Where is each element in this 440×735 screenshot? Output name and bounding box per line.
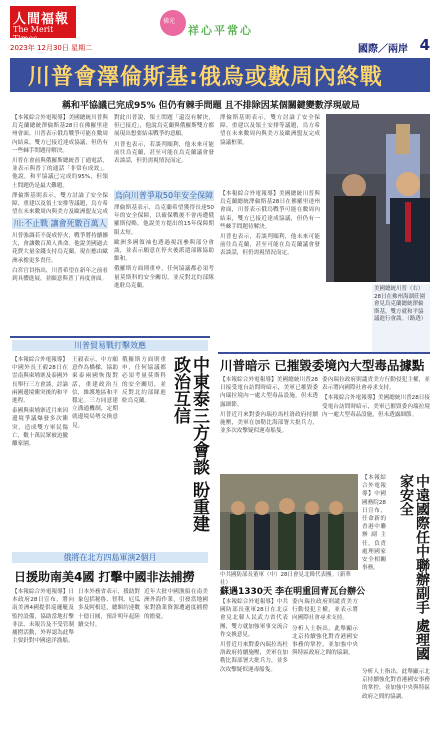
main-headline[interactable]: 川普會澤倫斯基:俄烏或數周內終戰 xyxy=(28,65,383,90)
paragraph: 泰國與柬埔寨近月來因邊境爭議爆發多次衝突，造成雙方軍民傷亡，數十萬民眾被迫撤離家園。 xyxy=(12,408,68,448)
paragraph: 分析人士指出，此舉顯示北京持續強化對香港國安事務的掌控，並加強中央與特區政府之間的協調。 xyxy=(292,625,358,657)
paragraph: 【本報綜合外電報導】美國總統川普28日接受電台訪問時暗示，美軍已摧毀委內瑞拉境內一處大型毒品設施，但未透露細節。 xyxy=(322,395,430,418)
paragraph: 歐洲多國領袖也透過視訊參與部分會談，並表示願意在停火後派遣部隊協助維和。 xyxy=(114,239,214,263)
trade-article-column-2 xyxy=(72,356,118,548)
photo-trump-zelensky-image xyxy=(326,114,430,282)
paragraph: 委內瑞拉政府則譴責美方行動侵犯主權，並表示將向國際社會尋求支持。 xyxy=(322,377,430,392)
paragraph: 澤倫斯基則表示，雙方討論了安全保障、重建以及領土安排等議題，烏方希望在未來數周內與美方及歐洲盟友完成 xyxy=(12,192,108,216)
rescue-article-column-2 xyxy=(292,598,358,728)
japan-article-column-3 xyxy=(144,588,208,728)
paragraph: 【本報綜合外電報導】美國總統川普28日接受電台訪問時暗示，美軍已摧毀委內瑞拉境內一處大型毒品設施，但未透露細節。 xyxy=(220,377,318,408)
photo-trump-zelensky-caption: 美國總統川普（右）28日在佛州海湖莊園會見烏克蘭總統澤倫斯基，雙方就和平協議進行會談。（路透） xyxy=(372,284,430,352)
lead-article-column-3 xyxy=(220,114,320,188)
logo-chinese: 人間福報 xyxy=(13,12,70,27)
slogan-text: 祥心平常心 xyxy=(188,24,253,37)
main-headline-bar xyxy=(10,58,430,92)
drug-article-column-2 xyxy=(322,376,430,470)
paragraph: 俄羅斯方面則重申，任何協議都必須考量莫斯科的安全關切，並反對北約部隊進駐烏克蘭。 xyxy=(122,357,166,405)
trade-article-column-1 xyxy=(12,356,68,548)
hongkong-headline-vertical[interactable]: 中遠國際任中聯辦副手 處理國家安全 xyxy=(398,474,430,661)
rescue-article-column-1 xyxy=(220,598,288,728)
paragraph: 川普近月來對委內瑞拉馬杜洛政府持續施壓，美軍在加勒比海部署大批兵力，並多次攻擊疑似運毒船隻。 xyxy=(220,642,288,673)
paragraph: 川普也表示，若談判順利，他未來可能前往烏克蘭，甚至可能在烏克蘭議會發表談話，但仍需視情況而定。 xyxy=(114,141,214,165)
subsection-security-text-cont xyxy=(220,190,320,332)
paragraph: 王毅表示，中方願意作為橋樑，協助柬泰兩國恢復對話，重建政治互信，維護地區和平穩定。三方同意建立溝通機制，定期就邊境局勢交換意見。 xyxy=(72,357,118,429)
trump-drug-headline[interactable]: 川普暗示 已摧毀委境內大型毒品據點 xyxy=(220,358,425,373)
photo-military-meeting-caption: 中共國防部長董軍（中）28日會見北韓代表團。（新華社） xyxy=(220,572,351,586)
paragraph: 日本外務省表示，援助對象包括秘魯、智利、厄瓜多及阿根廷，總額約達數十億日圓，預計明年起陸續交付。 xyxy=(78,589,140,628)
japan-article-column-2 xyxy=(78,588,140,728)
divider-rule xyxy=(218,352,430,354)
paragraph: 澤倫斯基表示，烏克蘭希望獲得長達50年的安全保障，以確保戰後不會再遭俄羅斯侵略。他說美方提出的15年保障期限太短。 xyxy=(114,205,214,236)
subsection-head-trade: 川普貿易戰打擊效應 xyxy=(12,340,208,351)
paragraph: 澤倫斯基則表示，雙方討論了安全保障、重建以及領土安排等議題，烏方希望在未來數周內與美方及歐洲盟友完成協議框架。 xyxy=(220,115,320,146)
subsection-stop-war-text xyxy=(12,232,108,332)
photo-military-meeting[interactable] xyxy=(220,474,358,570)
drug-article-column-1 xyxy=(220,376,318,470)
masthead xyxy=(10,4,430,54)
paragraph: 【本報綜合外電報導】美國總統川普與烏克蘭總統澤倫斯基28日在佛羅里達州會面，川普表示俄烏戰爭可能在數周內結束，雙方已接近達成協議，但仍有一些棘手問題待解決。 xyxy=(220,191,320,230)
paragraph: 【本報綜合外電報導】中國國務院28日宣布，任命新的香港中聯辦副主任，負責處理國家安全相關事務。 xyxy=(362,475,386,572)
photo-trump-zelensky[interactable] xyxy=(326,114,430,282)
subsection-head-security: 烏向川普爭取50年安全保障 xyxy=(114,191,214,200)
paragraph: 近年大批中國漁船在南美洲外海作業，引發當地國家對漁業資源遭過度捕撈的擔憂。 xyxy=(144,589,208,620)
hongkong-article-column-2 xyxy=(362,668,430,728)
lead-article-column-1 xyxy=(12,114,108,216)
subsection-security-text xyxy=(114,204,214,332)
feature-headline-vertical[interactable]: 中東泰三方會談 盼重建政治互信 xyxy=(170,356,209,532)
paragraph: 白宮官員指出，川普希望在新年之前看到具體進展，並願意與普丁再度會面。 xyxy=(12,267,108,283)
lead-article-column-2 xyxy=(114,114,214,188)
slogan-badge xyxy=(160,10,290,44)
rescue-headline[interactable]: 蘇遇1330天 李在明重回青瓦台辦公 xyxy=(220,587,366,597)
paragraph: 委內瑞拉政府則譴責美方行動侵犯主權，並表示將向國際社會尋求支持。 xyxy=(292,599,358,622)
paragraph: 【本報綜合外電報導】中共國防部長董軍28日在北京會見北韓人民武力省代表團，雙方就加強軍事交流合作交換意見。 xyxy=(220,599,288,638)
paragraph: 【本報綜合外電報導】美國總統川普與烏克蘭總統澤倫斯基28日在佛羅里達州會面，川普表示俄烏戰爭可能在數周內結束，雙方已接近達成協議，但仍有一些棘手問題待解決。 xyxy=(12,115,108,154)
issue-date: 2023年 12月30日 星期二 xyxy=(10,44,93,52)
paragraph: 川普在會前與俄羅斯總統普丁通電話，並表示與普丁的通話「非常有成效」。他說，和平協議已完成約95%，但領土問題仍是最大難題。 xyxy=(12,158,108,189)
trade-article-column-3 xyxy=(122,356,166,548)
paragraph: 【本報綜合外電報導】日本政府28日宣布，將向南美洲4國提供巡邏艇及監控設備，協助當地打擊非法、未報告及不受管制捕撈活動，外界認為此舉主要針對中國遠洋漁船。 xyxy=(12,589,74,645)
japan-article-column-1 xyxy=(12,588,74,728)
slogan-badge-icon: 佛光 xyxy=(160,10,186,36)
paragraph: 川普也表示，若談判順利，他未來可能前往烏克蘭，甚至可能在烏克蘭議會發表談話，但仍需視情況而定。 xyxy=(220,234,320,257)
logo-english: The Merit Times xyxy=(13,25,54,43)
paragraph: 俄羅斯方面則重申，任何協議都必須考量莫斯科的安全關切，並反對北約部隊進駐烏克蘭。 xyxy=(114,266,214,289)
paragraph: 【本報綜合外電報導】中國外長王毅28日在雲南與柬埔寨及泰國外長舉行三方會談，討論兩國邊境衝突後的和平進程。 xyxy=(12,357,68,405)
subsection-head-drill: 俄將在北方四島軍演2個月 xyxy=(12,552,208,563)
japan-aid-headline[interactable]: 日援助南美4國 打擊中國非法捕撈 xyxy=(14,570,195,584)
paragraph: 對此川普說，領土問題「還沒有解決，但已接近」，他說烏克蘭與俄羅斯雙方都展現出想要結束戰爭的意願。 xyxy=(114,115,214,138)
divider-rule xyxy=(10,336,210,338)
paragraph: 分析人士指出，此舉顯示北京持續強化對香港國安事務的掌控，並加強中央與特區政府之間的協調。 xyxy=(362,669,430,700)
paragraph: 川普近月來對委內瑞拉馬杜洛政府持續施壓，美軍在加勒比海部署大批兵力，並多次攻擊疑似運毒船隻。 xyxy=(220,411,318,435)
page-number: 4 xyxy=(419,36,430,54)
newspaper-logo[interactable] xyxy=(10,6,76,43)
sub-headline: 稱和平協議已完成95% 但仍有棘手問題 且不排除因某個關鍵變數浮現破局 xyxy=(62,101,360,111)
section-name: 國際／兩岸 xyxy=(358,44,408,55)
subsection-head-stop-war: 川:不止戰 讓會死數百萬人 xyxy=(13,219,107,228)
photo-military-meeting-image xyxy=(220,474,358,570)
paragraph: 川普強調若不促成停火，戰爭將持續擴大，會讓數百萬人喪命。他說美國過去花費大量金錢支持烏克蘭，現在應由歐洲承擔更多責任。 xyxy=(12,233,108,264)
